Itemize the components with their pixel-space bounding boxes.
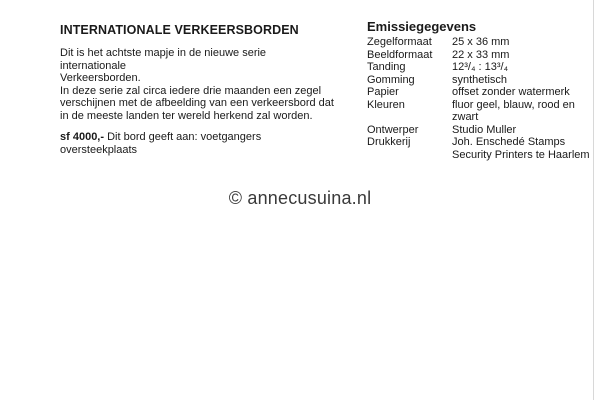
intro-line: In deze serie zal circa iedere drie maanden een zegel [60,84,322,97]
spec-value: Studio Muller [452,123,517,136]
intro-line: Dit is het achtste mapje in de nieuwe serie internationale [60,47,267,72]
intro-line: in de meeste landen ter wereld herkend zal worden. [60,109,313,122]
page-title: INTERNATIONALE VERKEERSBORDEN [60,23,299,37]
spec-value: 22 x 33 mm [452,48,510,61]
spec-key: Tanding [367,61,406,73]
spec-key: Beeldformaat [367,48,433,61]
spec-row [367,99,590,124]
spec-value: synthetisch [452,73,508,86]
intro-line: verschijnen met de afbeelding van een verkeersbord dat [60,97,334,109]
spec-row [367,49,590,62]
value-label: sf 4000,- [60,131,105,143]
intro-paragraph [60,47,335,122]
description-section [60,23,335,156]
spec-row [367,86,590,99]
spec-key: Papier [367,86,399,98]
spec-value: 12³/₄ : 13³/₄ [452,61,509,73]
value-description [60,131,335,156]
spec-value: 25 x 36 mm [452,36,510,48]
spec-row [367,136,590,161]
spec-row [367,36,590,49]
emission-specs-table [367,36,590,161]
spec-row [367,74,590,87]
spec-value-line: Joh. Enschedé Stamps [452,136,566,148]
spec-value-line: fluor geel, blauw, rood en [452,98,575,111]
spec-row [367,61,590,74]
spec-value-line: zwart [452,111,479,123]
spec-key: Zegelformaat [367,36,432,48]
copyright-watermark: © annecusuina.nl [228,188,372,208]
spec-value-line: Security Printers te Haarlem [452,148,590,161]
value-text: Dit bord geeft aan: voetgangers oversteekplaats [60,131,262,156]
emission-title: Emissiegegevens [367,19,477,34]
spec-value [452,99,590,124]
spec-value [452,136,590,161]
spec-key: Kleuren [367,98,405,111]
spec-key: Gomming [367,73,415,86]
spec-row [367,124,590,137]
spec-key: Drukkerij [367,136,411,148]
emission-data-section [367,19,593,161]
spec-key: Ontwerper [367,123,419,136]
intro-line: Verkeersborden. [60,72,141,84]
spec-value: offset zonder watermerk [452,86,570,98]
